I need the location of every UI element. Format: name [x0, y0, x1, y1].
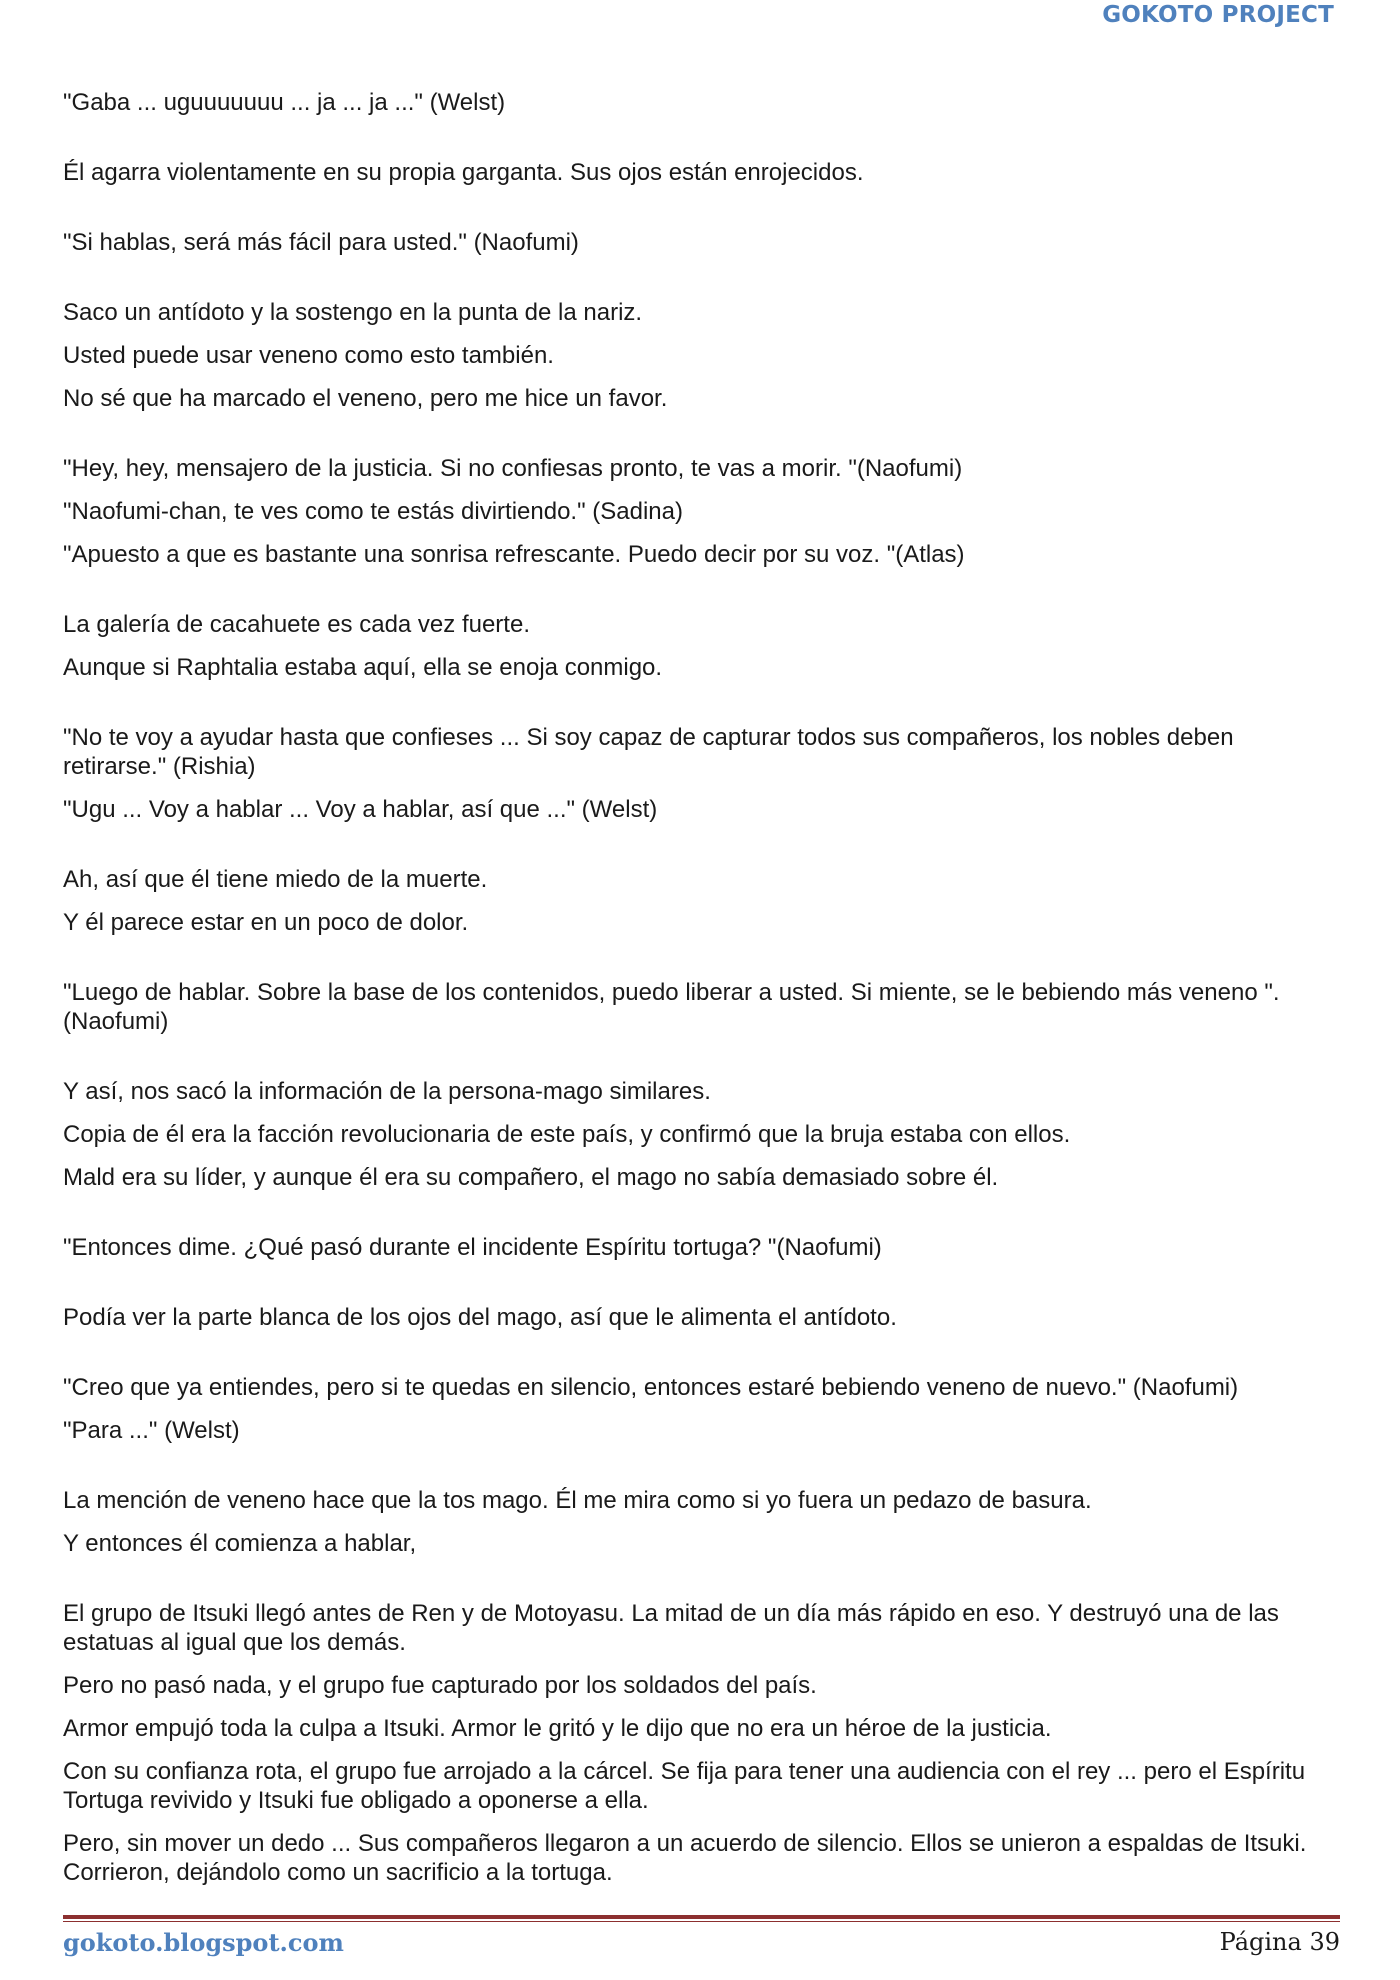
paragraph: "Ugu ... Voy a hablar ... Voy a hablar, así que ..." (Welst) [63, 796, 658, 823]
paragraph: "Entonces dime. ¿Qué pasó durante el incidente Espíritu tortuga? "(Naofumi) [63, 1234, 882, 1261]
paragraph: Con su confianza rota, el grupo fue arrojado a la cárcel. Se fija para tener una audiencia con el rey ... pero el Espíritu Tortuga revivido y Itsuki fue obligado a oponerse a ella. [63, 1758, 1306, 1814]
paragraph: "Si hablas, será más fácil para usted." (Naofumi) [63, 229, 579, 256]
paragraph: El grupo de Itsuki llegó antes de Ren y de Motoyasu. La mitad de un día más rápido en eso. Y destruyó una de las estatuas al igual que los demás. [63, 1600, 1279, 1656]
paragraph: Y él parece estar en un poco de dolor. [63, 909, 469, 936]
paragraph: "Hey, hey, mensajero de la justicia. Si no confiesas pronto, te vas a morir. "(Naofumi) [63, 455, 963, 482]
paragraph: "No te voy a ayudar hasta que confieses ... Si soy capaz de capturar todos sus compañeros, los nobles deben retirarse." (Rishia) [63, 724, 1234, 780]
paragraph: Mald era su líder, y aunque él era su compañero, el mago no sabía demasiado sobre él. [63, 1164, 999, 1191]
paragraph: Copia de él era la facción revolucionaria de este país, y confirmó que la bruja estaba con ellos. [63, 1121, 1071, 1148]
page-number: Página 39 [1219, 1928, 1340, 1956]
paragraph: No sé que ha marcado el veneno, pero me hice un favor. [63, 385, 668, 412]
paragraph: Y así, nos sacó la información de la persona-mago similares. [63, 1078, 711, 1105]
paragraph: Pero, sin mover un dedo ... Sus compañeros llegaron a un acuerdo de silencio. Ellos se unieron a espaldas de Itsuki. Corrieron, dejándolo como un sacrificio a la tortuga. [63, 1830, 1307, 1886]
paragraph: "Para ..." (Welst) [63, 1417, 240, 1444]
paragraph: "Creo que ya entiendes, pero si te quedas en silencio, entonces estaré bebiendo veneno de nuevo." (Naofumi) [63, 1374, 1239, 1401]
paragraph: Él agarra violentamente en su propia garganta. Sus ojos están enrojecidos. [63, 159, 864, 186]
paragraph: La galería de cacahuete es cada vez fuerte. [63, 611, 530, 638]
paragraph: Pero no pasó nada, y el grupo fue capturado por los soldados del país. [63, 1672, 817, 1699]
document-body [63, 88, 1335, 1887]
paragraph: "Naofumi-chan, te ves como te estás divirtiendo." (Sadina) [63, 498, 683, 525]
paragraph: Armor empujó toda la culpa a Itsuki. Armor le gritó y le dijo que no era un héroe de la justicia. [63, 1715, 1052, 1742]
footer-site-link[interactable]: gokoto.blogspot.com [63, 1928, 344, 1957]
paragraph: Aunque si Raphtalia estaba aquí, ella se enoja conmigo. [63, 654, 663, 681]
footer-divider-thin [63, 1921, 1340, 1922]
paragraph: "Apuesto a que es bastante una sonrisa refrescante. Puedo decir por su voz. "(Atlas) [63, 541, 965, 568]
paragraph: Y entonces él comienza a hablar, [63, 1530, 417, 1557]
paragraph: Ah, así que él tiene miedo de la muerte. [63, 866, 488, 893]
paragraph: "Luego de hablar. Sobre la base de los contenidos, puedo liberar a usted. Si miente, se le bebiendo más veneno ". (Naofumi) [63, 979, 1280, 1035]
paragraph: "Gaba ... uguuuuuuu ... ja ... ja ..." (Welst) [63, 89, 506, 116]
footer-divider [63, 1915, 1340, 1919]
paragraph: La mención de veneno hace que la tos mago. Él me mira como si yo fuera un pedazo de basura. [63, 1487, 1092, 1514]
paragraph: Saco un antídoto y la sostengo en la punta de la nariz. [63, 299, 643, 326]
paragraph: Usted puede usar veneno como esto también. [63, 342, 554, 369]
paragraph: Podía ver la parte blanca de los ojos del mago, así que le alimenta el antídoto. [63, 1304, 897, 1331]
header-title: GOKOTO PROJECT [1102, 2, 1334, 28]
